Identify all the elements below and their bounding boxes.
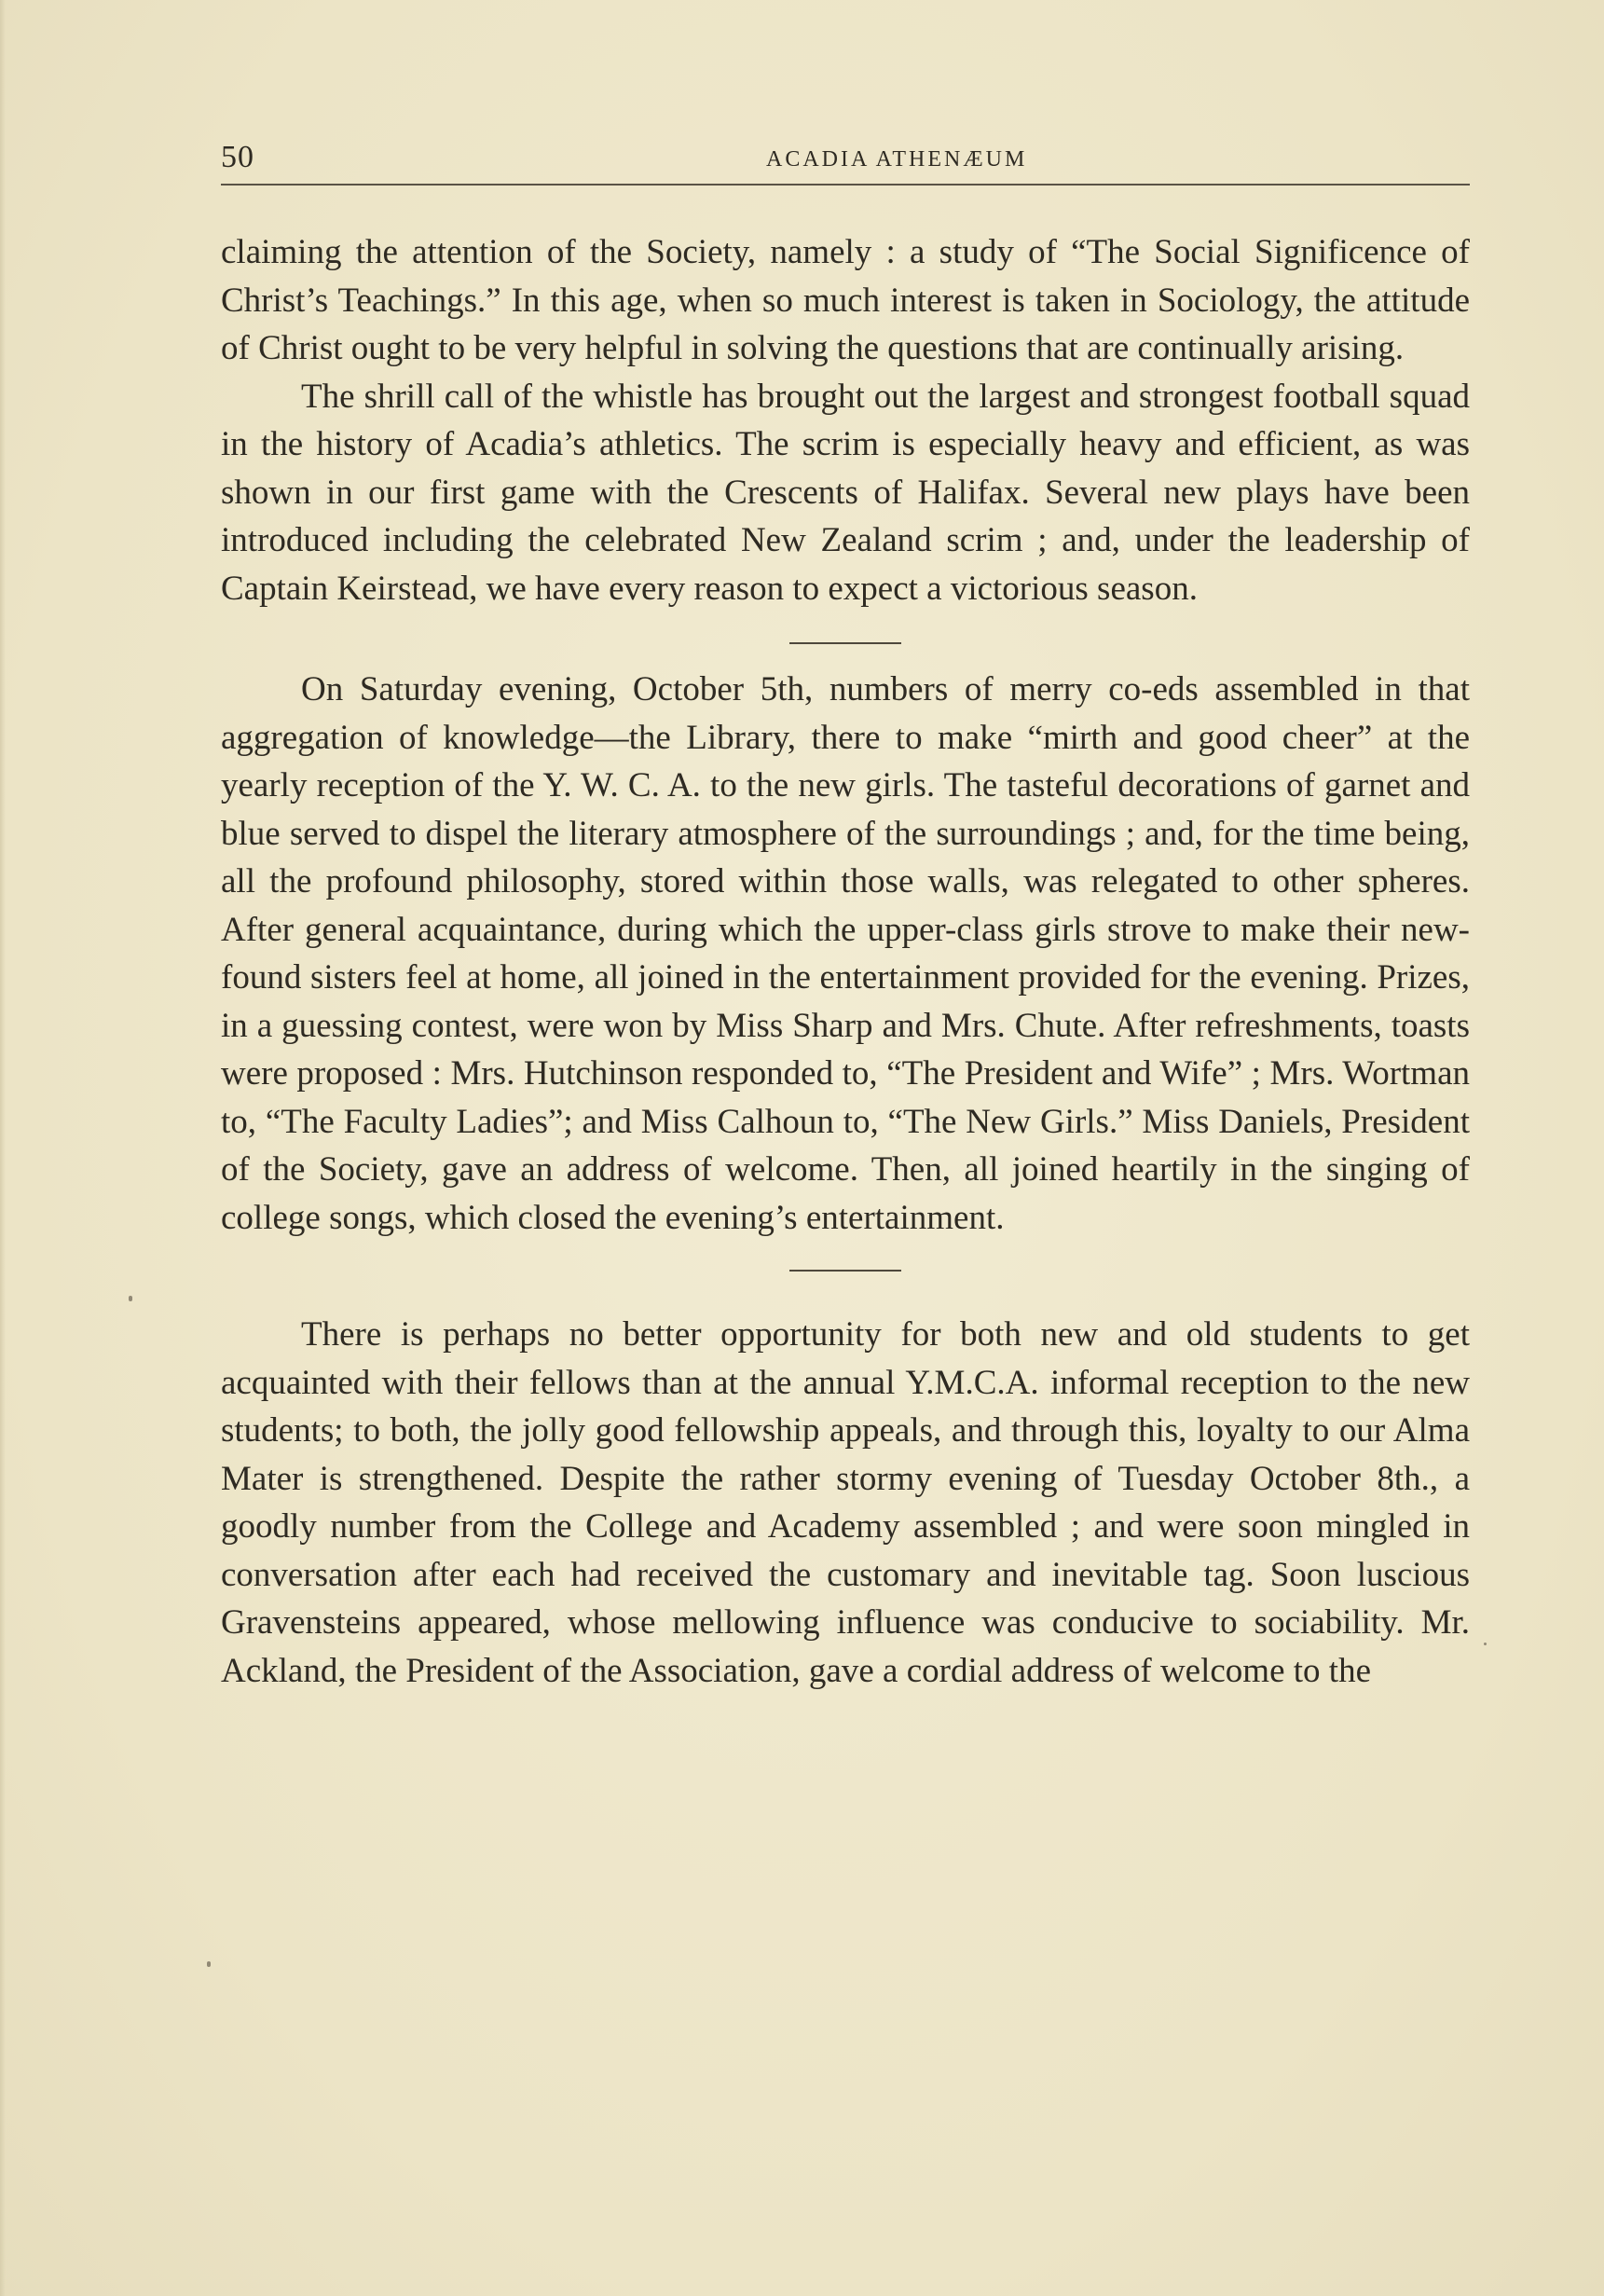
- ink-speck: [129, 1296, 132, 1301]
- page-number: 50: [221, 140, 254, 174]
- section-separator: [789, 1270, 901, 1272]
- paragraph-football: The shrill call of the whistle has brought out the largest and strongest football squad in the history of Acadia’s athletics. The scrim is especially heavy and efficient, as was shown in our first game with the Crescents of Halifax. Several new plays have been introduced including the celebrated New Zealand scrim ; and, under the leadership of Captain Keirstead, we have every reason to expect a victorious season.: [221, 377, 1470, 608]
- ink-speck: [1484, 1643, 1487, 1645]
- page-header: [221, 140, 1470, 186]
- header-rule: [221, 184, 1470, 186]
- paragraph-ymca-reception: There is perhaps no better opportunity for both new and old students to get acquainted with their fellows than at the annual Y.M.C.A. informal reception to the new students; to both, the jolly good fellowship appeals, and through this, loyalty to our Alma Mater is strengthened. Despite the rather stormy evening of Tuesday October 8th., a goodly number from the College and Academy assembled ; and were soon mingled in conversation after each had received the customary and inevitable tag. Soon luscious Gravensteins appeared, whose mellowing influence was conducive to sociability. Mr. Ackland, the President of the Association, gave a cordial address of welcome to the: [221, 1315, 1470, 1690]
- section-separator: [789, 642, 901, 644]
- paragraph-ywca-reception: On Saturday evening, October 5th, numbers of merry co-eds assembled in that aggregation of knowledge—the Library, there to make “mirth and good cheer” at the yearly reception of the Y. W. C. A. to the new girls. The tasteful decorations of garnet and blue served to dispel the literary atmosphere of the surroundings ; and, for the time being, all the profound philosophy, stored within those walls, was relegated to other spheres. After general acquaintance, during which the upper-class girls strove to make their new-found sisters feel at home, all joined in the entertainment provided for the evening. Prizes, in a guessing contest, were won by Miss Sharp and Mrs. Chute. After refreshments, toasts were proposed : Mrs. Hutchinson responded to, “The President and Wife” ; Mrs. Wortman to, “The Faculty Ladies”; and Miss Calhoun to, “The New Girls.” Miss Daniels, President of the Society, gave an address of welcome. Then, all joined heartily in the singing of college songs, which closed the evening’s entertainment.: [221, 670, 1470, 1237]
- ink-speck: [207, 1961, 211, 1967]
- running-head: ACADIA ATHENÆUM: [766, 147, 1028, 172]
- paragraph-social-significance: claiming the attention of the Society, namely : a study of “The Social Significence of Christ’s Teachings.” In this age, when so much interest is taken in Sociology, the attitude of Christ ought to be very helpful in solving the questions that are continually arising.: [221, 233, 1470, 367]
- page-edge-shadow: [0, 0, 6, 2296]
- article-body: [221, 228, 1470, 1695]
